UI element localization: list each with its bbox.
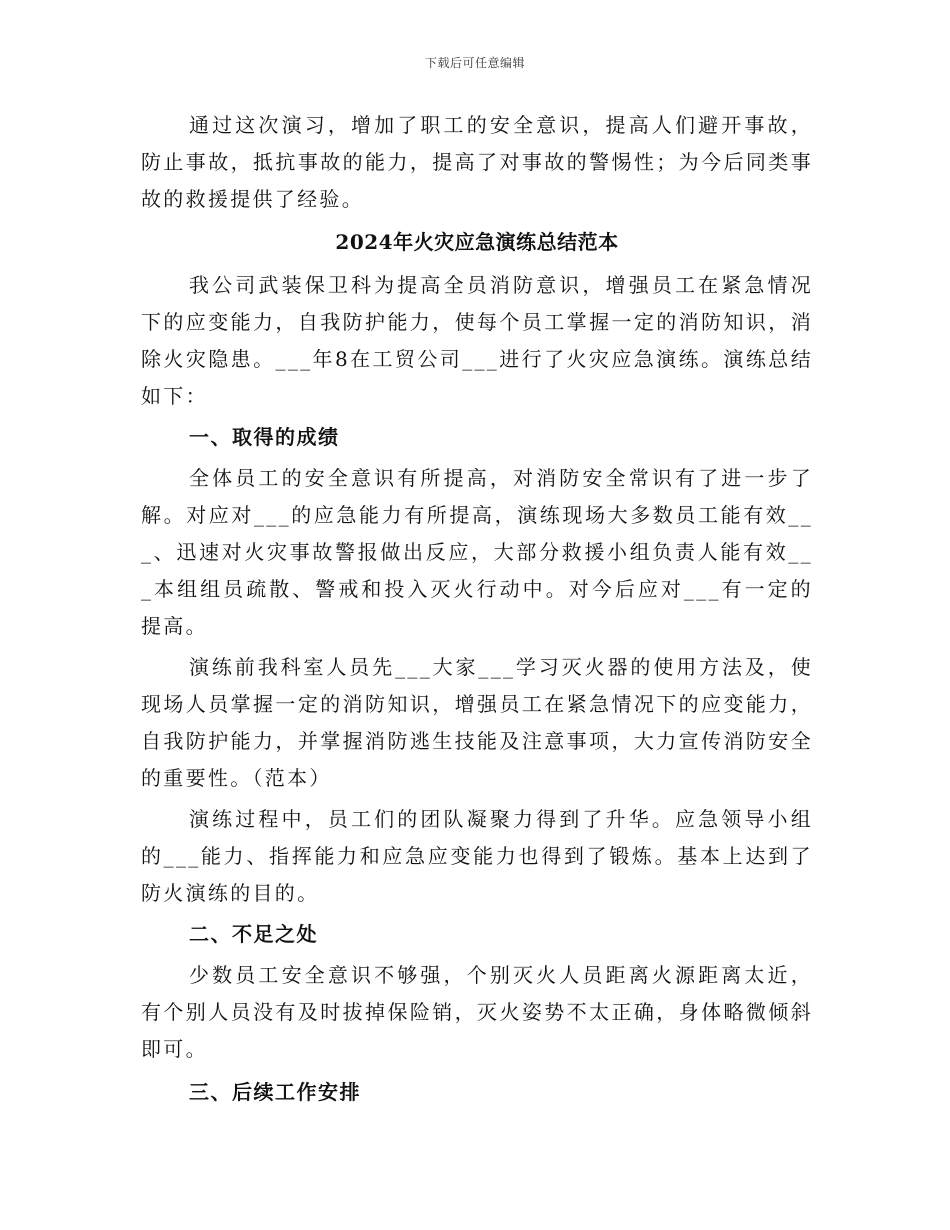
- document-title: 2024年火灾应急演练总结范本: [335, 230, 619, 254]
- page-header: 下载后可任意编辑: [424, 56, 525, 70]
- heading-follow-up: 三、后续工作安排: [189, 1080, 361, 1104]
- paragraph-shortcomings: 少数员工安全意识不够强，个别灭火人员距离火源距离太近，有个别人员没有及时拔掉保险销，灭火姿势不太正确，身体略微倾斜即可。: [141, 963, 813, 1061]
- heading-achievements: 一、取得的成绩: [189, 425, 340, 449]
- paragraph-achievements-3: 演练过程中，员工们的团队凝聚力得到了升华。应急领导小组的___能力、指挥能力和应急应变能力也得到了锻炼。基本上达到了防火演练的目的。: [141, 807, 813, 905]
- heading-shortcomings: 二、不足之处: [189, 922, 318, 946]
- paragraph-achievements-2: 演练前我科室人员先___大家___学习灭火器的使用方法及，使现场人员掌握一定的消防知识，增强员工在紧急情况下的应变能力，自我防护能力，并掌握消防逃生技能及注意事项，大力宣传消防安全的重要性。（范本）: [141, 655, 813, 790]
- paragraph-achievements-1: 全体员工的安全意识有所提高，对消防安全常识有了进一步了解。对应对___的应急能力有所提高，演练现场大多数员工能有效___、迅速对火灾事故警报做出反应，大部分救援小组负责人能有效___本组组员疏散、警戒和投入灭火行动中。对今后应对___有一定的提高。: [141, 466, 813, 638]
- document-body: [141, 107, 813, 1111]
- intro-paragraph: 通过这次演习，增加了职工的安全意识，提高人们避开事故，防止事故，抵抗事故的能力，提高了对事故的警惕性；为今后同类事故的救援提供了经验。: [141, 113, 813, 211]
- paragraph-overview: 我公司武装保卫科为提高全员消防意识，增强员工在紧急情况下的应变能力，自我防护能力，使每个员工掌握一定的消防知识，消除火灾隐患。___年8在工贸公司___进行了火灾应急演练。演练总结如下：: [141, 273, 813, 408]
